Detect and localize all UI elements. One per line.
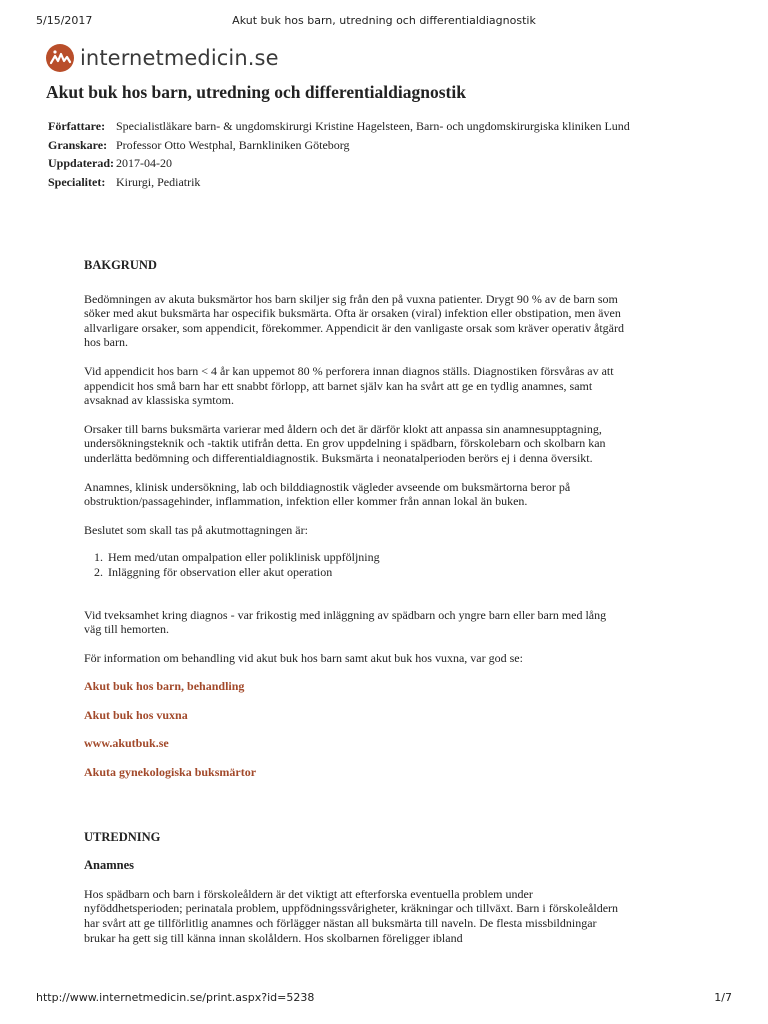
internetmedicin-logo-icon <box>46 44 74 72</box>
decision-list <box>84 550 624 579</box>
print-title: Akut buk hos barn, utredning och differentialdiagnostik <box>232 14 536 27</box>
meta-row-specialty <box>48 173 630 192</box>
paragraph: Bedömningen av akuta buksmärtor hos barn skiljer sig från den på vuxna patienter. Drygt 90 % av de barn som söker med akut buksmärta har ospecifik buksmärta. Ofta är orsaken (viral) infektion eller obstipation, men även allvarligare orsaker, som appendicit, förekommer. Appendicit är den vanligaste orsak som kräver operativ åtgärd hos barn. <box>84 291 624 350</box>
paragraph: Vid tveksamhet kring diagnos - var frikostig med inläggning av spädbarn och yngre barn eller barn med lång väg till hemorten. <box>84 607 607 637</box>
list-number: 1. <box>94 550 103 565</box>
list-item <box>84 565 624 580</box>
page-number: 1/7 <box>714 991 732 1004</box>
article-title: Akut buk hos barn, utredning och differentialdiagnostik <box>46 82 466 102</box>
print-footer <box>0 991 768 1007</box>
link-akut-buk-barn-behandling[interactable]: Akut buk hos barn, behandling <box>84 679 245 694</box>
paragraph: Orsaker till barns buksmärta varierar med åldern och det är därför klokt att anpassa sin anamnesupptagning, undersökningsteknik och -taktik utifrån detta. En grov uppdelning i spädbarn, förskolebarn och skolbarn kan underlätta bedömning och differentialdiagnostik. Buksmärta i neonatalperioden berörs ej i denna översikt. <box>84 421 606 465</box>
link-akut-buk-vuxna[interactable]: Akut buk hos vuxna <box>84 707 188 722</box>
paragraph: Beslutet som skall tas på akutmottagningen är: <box>84 522 308 537</box>
paragraph: För information om behandling vid akut buk hos barn samt akut buk hos vuxna, var god se: <box>84 650 523 665</box>
meta-label: Granskare: <box>48 137 108 152</box>
section-heading-utredning: UTREDNING <box>84 829 161 844</box>
meta-value: 2017-04-20 <box>116 156 172 170</box>
print-url: http://www.internetmedicin.se/print.aspx?id=5238 <box>36 991 315 1004</box>
meta-label: Uppdaterad: <box>48 156 115 170</box>
list-item <box>84 550 624 565</box>
meta-value: Specialistläkare barn- & ungdomskirurgi Kristine Hagelsteen, Barn- och ungdomskirurgiska kliniken Lund <box>116 119 630 133</box>
meta-row-author <box>48 117 630 136</box>
site-logo[interactable] <box>46 42 279 74</box>
article-meta <box>48 117 630 191</box>
list-number: 2. <box>94 564 103 579</box>
article-body <box>84 258 624 945</box>
link-akutbuk-se[interactable]: www.akutbuk.se <box>84 736 169 751</box>
list-text: Inläggning för observation eller akut operation <box>108 564 333 579</box>
section-heading-bakgrund: BAKGRUND <box>84 258 157 272</box>
paragraph: Anamnes, klinisk undersökning, lab och bilddiagnostik vägleder avseende om buksmärtorna beror på obstruktion/passagehinder, inflammation, infektion eller kommer från annan lokal än buken. <box>84 479 571 509</box>
meta-row-reviewer <box>48 136 630 155</box>
print-header <box>0 14 768 30</box>
meta-value: Kirurgi, Pediatrik <box>116 174 201 189</box>
meta-value: Professor Otto Westphal, Barnkliniken Göteborg <box>116 137 350 152</box>
meta-label: Författare: <box>48 119 106 133</box>
list-text: Hem med/utan ompalpation eller poliklinisk uppföljning <box>108 550 380 565</box>
print-date: 5/15/2017 <box>36 14 93 27</box>
subheading-anamnes: Anamnes <box>84 858 135 873</box>
meta-label: Specialitet: <box>48 174 106 189</box>
logo-text: internetmedicin.se <box>80 46 279 70</box>
paragraph: Vid appendicit hos barn < 4 år kan uppemot 80 % perforera innan diagnos ställs. Diagnostiken försvåras av att appendicit hos små barn har ett snabbt förlopp, att barnet själv kan ha svårt att ge en tydlig anamnes, samt avsaknad av klassiska symtom. <box>84 363 614 408</box>
paragraph: Hos spädbarn och barn i förskoleåldern är det viktigt att efterforska eventuella problem under nyföddhetsperioden; perinatala problem, uppfödningssvårigheter, kräkningar och tillväxt. Barn i förskoleåldern har svårt att ge tillförlitlig anamnes och förlägger nästan all buksmärta till naveln. De flesta missbildningar brukar ha gett sig till känna innan skolåldern. Hos skolbarnen föreligger ibland <box>84 886 619 945</box>
meta-row-updated <box>48 154 630 173</box>
link-akuta-gynekologiska-buksmartor[interactable]: Akuta gynekologiska buksmärtor <box>84 765 257 780</box>
